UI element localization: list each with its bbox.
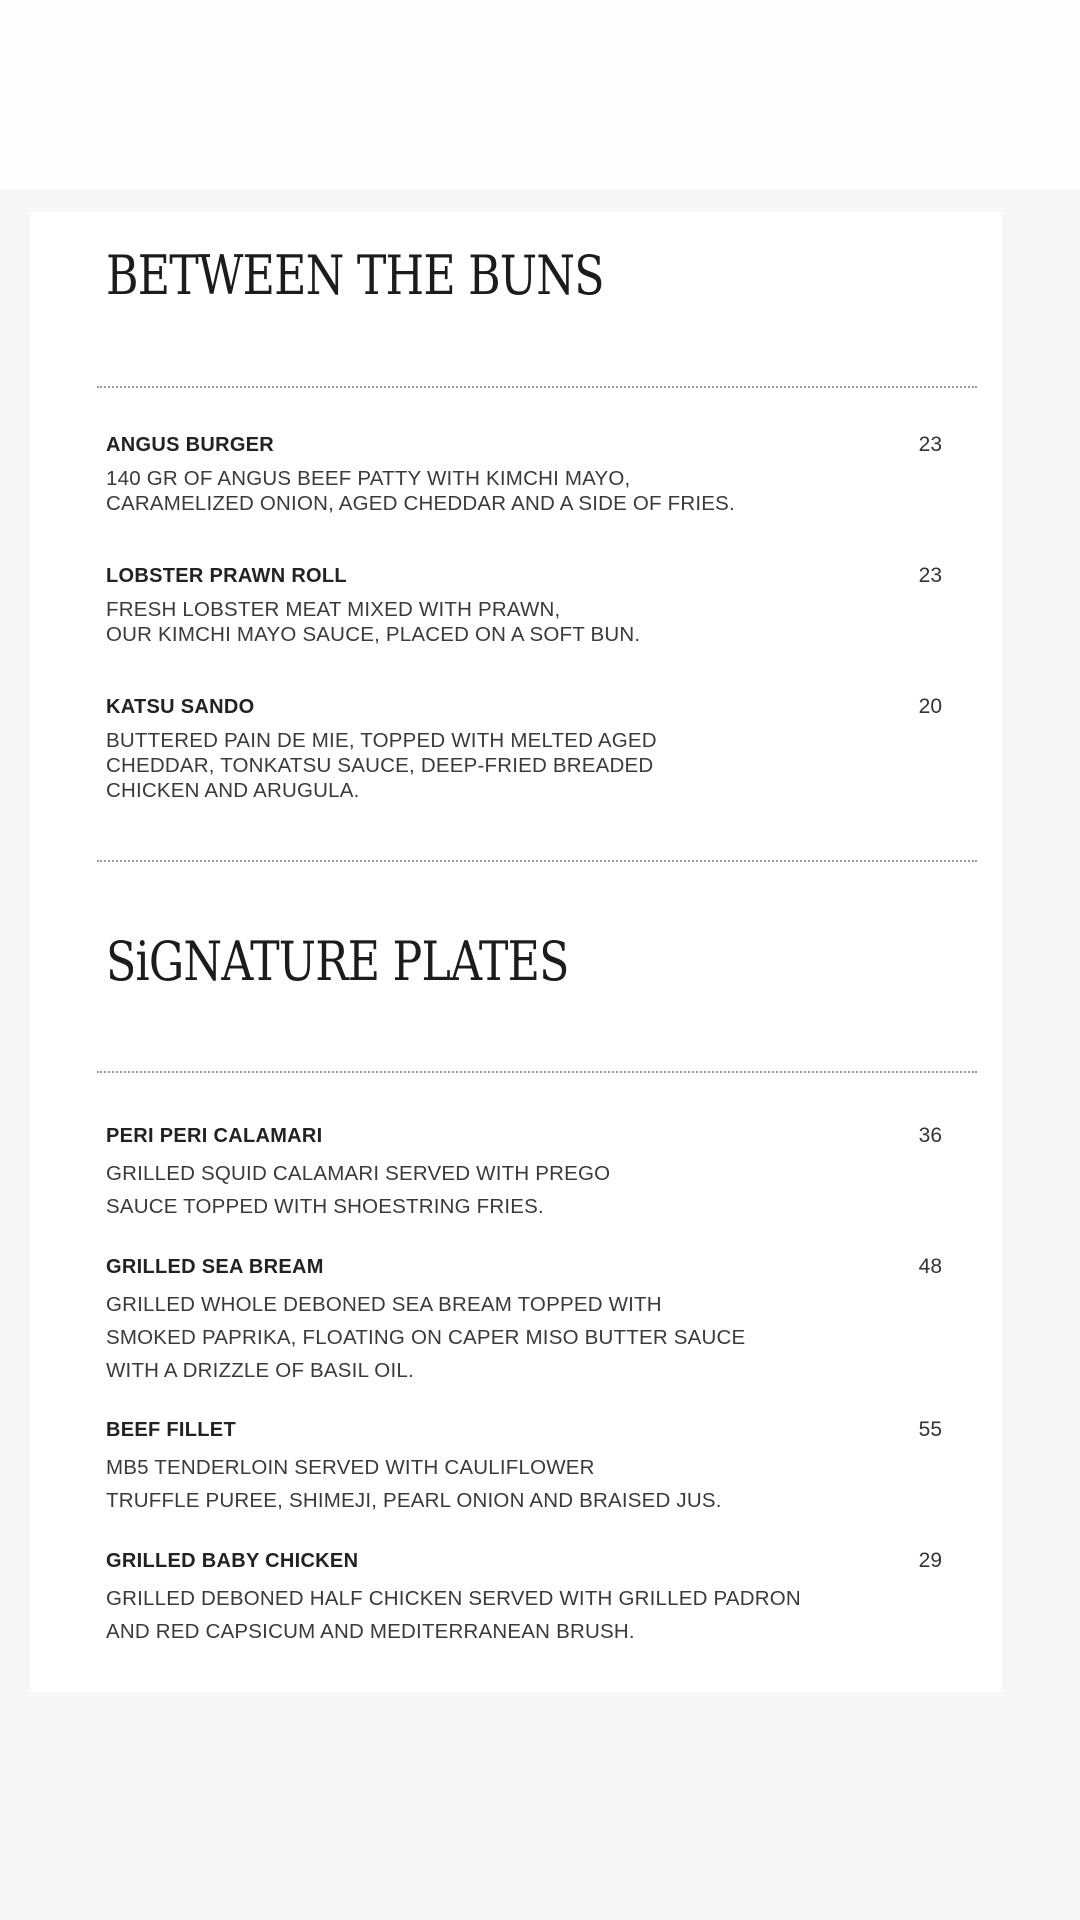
menu-item-katsu-sando — [106, 695, 976, 803]
menu-item-peri-peri-calamari — [106, 1124, 976, 1223]
menu-item-description: GRILLED DEBONED HALF CHICKEN SERVED WITH GRILLED PADRON AND RED CAPSICUM AND MEDITERRANEAN BRUSH. — [106, 1587, 801, 1643]
top-margin — [0, 0, 1080, 190]
menu-item-name: PERI PERI CALAMARI — [106, 1125, 323, 1147]
menu-item-name: BEEF FILLET — [106, 1419, 236, 1441]
menu-item-price: 23 — [918, 564, 942, 587]
menu-item-description: FRESH LOBSTER MEAT MIXED WITH PRAWN, OUR KIMCHI MAYO SAUCE, PLACED ON A SOFT BUN. — [106, 598, 641, 646]
menu-item-beef-fillet — [106, 1418, 976, 1517]
menu-item-grilled-baby-chicken — [106, 1549, 976, 1648]
menu-item-price: 20 — [918, 695, 942, 718]
menu-item-lobster-prawn-roll — [106, 564, 976, 647]
menu-item-price: 55 — [918, 1418, 942, 1441]
menu-item-name: GRILLED BABY CHICKEN — [106, 1550, 359, 1572]
section-divider — [97, 386, 977, 388]
menu-item-description: GRILLED WHOLE DEBONED SEA BREAM TOPPED WITH SMOKED PAPRIKA, FLOATING ON CAPER MISO BUTTER SAUCE WITH A DRIZZLE OF BASIL OIL. — [106, 1293, 746, 1382]
menu-item-price: 23 — [918, 433, 942, 456]
menu-item-price: 36 — [918, 1124, 942, 1147]
menu-item-grilled-sea-bream — [106, 1255, 976, 1387]
menu-item-price: 48 — [918, 1255, 942, 1278]
menu-item-description: BUTTERED PAIN DE MIE, TOPPED WITH MELTED AGED CHEDDAR, TONKATSU SAUCE, DEEP-FRIED BREADED CHICKEN AND ARUGULA. — [106, 729, 657, 802]
menu-item-name: ANGUS BURGER — [106, 434, 275, 456]
menu-item-name: GRILLED SEA BREAM — [106, 1256, 324, 1278]
menu-item-name: LOBSTER PRAWN ROLL — [106, 565, 347, 587]
section-title-signature-plates: SiGNATURE PLATES — [106, 930, 569, 993]
menu-item-description: MB5 TENDERLOIN SERVED WITH CAULIFLOWER TRUFFLE PUREE, SHIMEJI, PEARL ONION AND BRAISED JUS. — [106, 1456, 722, 1512]
section-divider — [97, 1071, 977, 1073]
menu-item-price: 29 — [918, 1549, 942, 1572]
section-divider — [97, 860, 977, 862]
section-title-between-the-buns: BETWEEN THE BUNS — [106, 244, 604, 307]
menu-item-angus-burger — [106, 433, 976, 516]
menu-item-name: KATSU SANDO — [106, 696, 255, 718]
menu-item-description: 140 GR OF ANGUS BEEF PATTY WITH KIMCHI MAYO, CARAMELIZED ONION, AGED CHEDDAR AND A SIDE OF FRIES. — [106, 467, 735, 515]
menu-item-description: GRILLED SQUID CALAMARI SERVED WITH PREGO SAUCE TOPPED WITH SHOESTRING FRIES. — [106, 1162, 611, 1218]
